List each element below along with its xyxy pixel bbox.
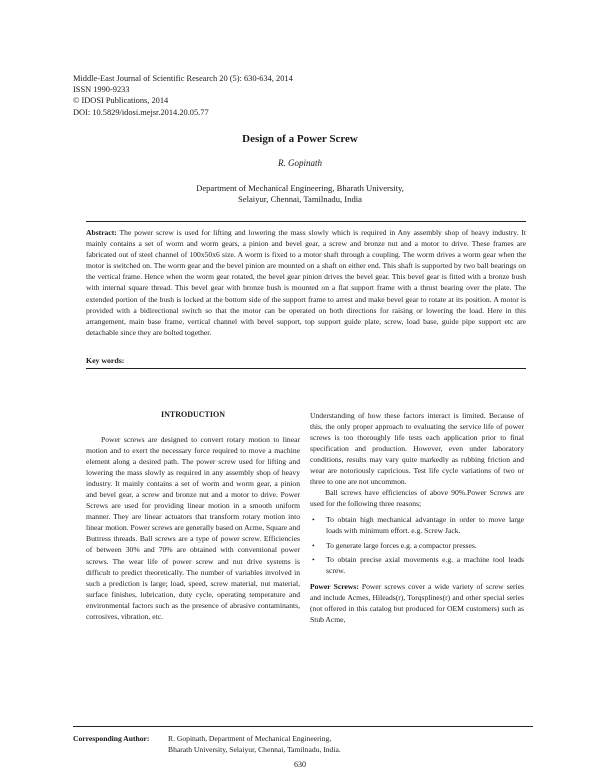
left-column <box>86 434 300 622</box>
intro-paragraph-1: Power screws are designed to convert rotary motion to linear motion and to exert the necessary force required to move a machine element along a desired path. The power screw used for lifting and lowering the mass slowly as required in any assembly shop of heavy industry. It mainly contains a set of worm and worm gear, a pinion and bevel gear, a screw and bronze nut and a motor to drive. Power Screws are used for providing linear motion in a smooth uniform manner. They are linear actuators that transform rotary motion into linear motion. Power screws are generally based on Acme, Square and Buttress threads. Ball screws are a type of power screw. Efficiencies of between 30% and 70% are obtained with conventional power screws. The wear life of power screw and nut drive systems is difficult to predict theoretically. The number of variables involved in such a prediction is large; load, speed, screw material, nut material, surface finishes, lubrication, duty cycle, operating temperature and environmental factors such as the presence of abrasive contaminants, corrosives, vibration, etc. <box>86 435 300 621</box>
doi: DOI: 10.5829/idosi.mejsr.2014.20.05.77 <box>73 107 209 117</box>
footnote-rule <box>73 726 533 727</box>
copyright: © IDOSI Publications, 2014 <box>73 96 169 106</box>
abstract-text: The power screw is used for lifting and lowering the mass slowly which is required in Any assembly shop of heavy industry. It mainly contains a set of worm and worm gears, a pinion and bevel gear, a screw and bronze nut and a motor to drive. These frames are fabricated out of steel channel of 100x50x6 size. A worm is fixed to a motor shaft through a coupling. The worm drives a worm gear when the motor is switched on. The worm gear and the bevel pinion are mounted on a shaft on either end. This shaft is supported by two ball bearings on the vertical frame. Hence when the worm gear rotated, the bevel gear pinion drives the bevel gear. This bevel gear is fitted with a bronze bush with internal square thread. This bevel gear with bronze bush is mounted on a flat support frame with a thrust bearing over the plate. The extended portion of the bush is locked at the bottom side of the support frame to arrest and make bevel gear to rotate at its position. A motor is provided with a bidirectional switch so that the motor can be operated on both directions for raising or lowering the load. Here in this arrangement, main base frame, vertical channel with bevel support, top support guide plate, screw, load base, guide pipe support etc are detachable since they are bolted together. <box>86 228 526 337</box>
bullet-icon: • <box>312 540 315 550</box>
affiliation-line-1: Department of Mechanical Engineering, Bharath University, <box>196 183 404 193</box>
right-paragraph-3: Power Screws: Power screws cover a wide variety of screw series and include Acmes, Hileads(r), Torqsplines(r) and other special series (not offered in this catalog but produced for OEM customers) such as Stub Acme, <box>310 581 524 624</box>
bullet-icon: • <box>312 554 315 564</box>
corresponding-author-details: R. Gopinath, Department of Mechanical Engineering, Bharath University, Selaiyur, Chennai, Tamilnadu, India. <box>168 734 341 754</box>
section-heading-introduction: INTRODUCTION <box>160 410 225 419</box>
journal-citation: Middle-East Journal of Scientific Research 20 (5): 630-634, 2014 <box>73 74 293 83</box>
abstract-label: Abstract: <box>86 228 117 237</box>
page-number: 630 <box>294 760 306 769</box>
keywords-label: Key words: <box>86 356 125 365</box>
reasons-list <box>310 514 524 575</box>
affiliation-line-2: Selaiyur, Chennai, Tamilnadu, India <box>238 194 362 205</box>
author-name: R. Gopinath <box>278 158 322 168</box>
list-item: • To generate large forces e.g. a compactor presses. <box>312 540 477 550</box>
bullet-icon: • <box>312 515 315 525</box>
abstract <box>86 227 526 338</box>
keywords-bottom-rule <box>86 368 526 369</box>
right-paragraph-2: Ball screws have efficiencies of above 90%.Power Screws are used for the following three reasons; <box>310 488 524 509</box>
affiliation <box>0 183 600 206</box>
list-item: • To obtain high mechanical advantage in order to move large loads with minimum effort. e.g. Screw Jack. <box>312 515 524 536</box>
corresponding-author-label: Corresponding Author: <box>73 734 150 743</box>
abstract-top-rule <box>86 221 526 222</box>
issn: ISSN 1990-9233 <box>73 85 130 95</box>
subheading-power-screws: Power Screws: <box>310 581 359 591</box>
list-item: • To obtain precise axial movements e.g. a machine tool leads screw. <box>312 554 524 575</box>
right-column <box>310 410 524 625</box>
paper-title: Design of a Power Screw <box>242 133 358 145</box>
journal-metadata <box>73 73 293 118</box>
right-paragraph-1: Understanding of how these factors interact is limited. Because of this, the only proper approach to evaluating the service life of power screws is too thoroughly life tests each application prior to final specification and production. However, even under laboratory conditions, results may vary quite markedly as rubbing friction and wear are notoriously capricious. Test life cycle variations of two or three to one are not uncommon. <box>310 411 524 487</box>
